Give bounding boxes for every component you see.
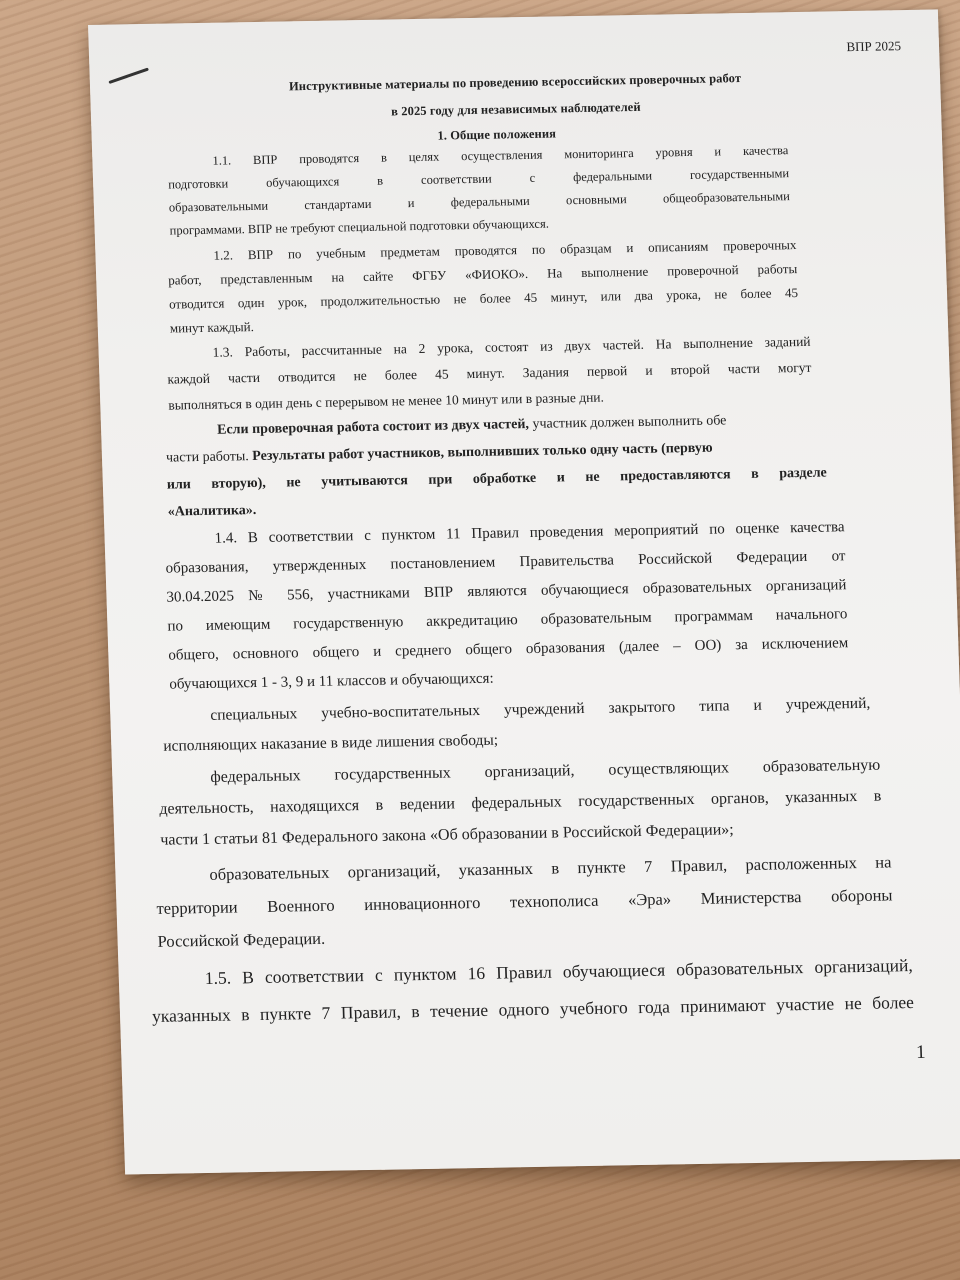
text-line: минут каждый. [169, 319, 255, 336]
text-line [217, 412, 825, 439]
text-line: исполняющих наказание в виде лишения свободы; [163, 731, 499, 755]
text-line: территории Военного инновационного технополиса «Эра» Министерства обороны [156, 885, 893, 918]
document-title-line-1: Инструктивные материалы по проведению всероссийских проверочных работ [288, 71, 742, 94]
page-number: 1 [915, 1041, 926, 1063]
bold-text: Если проверочная работа состоит из двух частей, [216, 416, 530, 438]
text-line: «Аналитика». [167, 503, 257, 520]
text-line: отводится один урок, продолжительностью не более 45 минут, или два урока, не более 45 [168, 285, 799, 312]
text-line: подготовки обучающихся в соответствии с федеральными государственными [167, 166, 790, 192]
text-line [166, 439, 826, 467]
text-line: выполняться в один день с перерывом не менее 10 минут или в разные дни. [168, 389, 605, 413]
text-line: общего, основного общего и среднего общего образования (далее – ОО) за исключением [168, 635, 849, 664]
text-line: 1.4. В соответствии с пунктом 11 Правил проведения мероприятий по оценке качества [214, 519, 845, 547]
section-heading: 1. Общие положения [437, 126, 557, 143]
text-line: 1.1. ВПР проводятся в целях осуществления мониторинга уровня и качества [212, 143, 789, 168]
pen-mark [108, 67, 149, 84]
text-line: деятельность, находящихся в ведении федеральных государственных органов, указанных в [159, 787, 882, 818]
text-line: указанных в пункте 7 Правил, в течение одного учебного года принимают участие не более [151, 992, 915, 1026]
text-line: 1.2. ВПР по учебным предметам проводятся по образцам и описаниям проверочных [213, 237, 797, 263]
text-line: 1.3. Работы, рассчитанные на 2 урока, состоят из двух частей. На выполнение заданий [212, 333, 811, 360]
text-line: образовательных организаций, указанных в пункте 7 Правил, расположенных на [209, 852, 892, 884]
text-line: 1.5. В соответствии с пунктом 16 Правил обучающиеся образовательных организаций, [204, 955, 914, 989]
text-line: по имеющим государственную аккредитацию образовательным программам начального [167, 606, 848, 635]
plain-text: части работы. [165, 449, 253, 466]
text-line: 30.04.2025 № 556, участниками ВПР являются обучающиеся образовательных организаций [166, 577, 847, 606]
text-line: работ, представленным на сайте ФГБУ «ФИОКО». На выполнение проверочной работы [168, 261, 798, 288]
text-line: обучающихся 1 - 3, 9 и 11 классов и обучающихся: [169, 670, 494, 693]
text-line: каждой части отводится не более 45 минут. Задания первой и второй части могут [167, 359, 812, 387]
bold-text: Результаты работ участников, выполнивших только одну часть (первую [252, 440, 713, 465]
header-code: ВПР 2025 [846, 38, 902, 55]
plain-text: участник должен выполнить обе [528, 413, 727, 432]
document-title-line-2: в 2025 году для независимых наблюдателей [390, 99, 641, 119]
text-line: или вторую), не учитываются при обработке и не предоставляются в разделе [166, 465, 828, 493]
text-line: специальных учебно-воспитательных учреждений закрытого типа и учреждений, [210, 694, 871, 724]
text-line: образования, утвержденных постановлением Правительства Российской Федерации от [165, 548, 846, 577]
paper-page [88, 9, 960, 1174]
text-line: части 1 статьи 81 Федерального закона «Об образовании в Российской Федерации»; [160, 821, 734, 849]
text-line: образовательными стандартами и федеральными основными общеобразовательными [168, 189, 791, 215]
text-line: программами. ВПР не требуют специальной подготовки обучающихся. [169, 216, 550, 238]
text-line: Российской Федерации. [157, 928, 326, 951]
text-line: федеральных государственных организаций, осуществляющих образовательную [210, 756, 881, 786]
